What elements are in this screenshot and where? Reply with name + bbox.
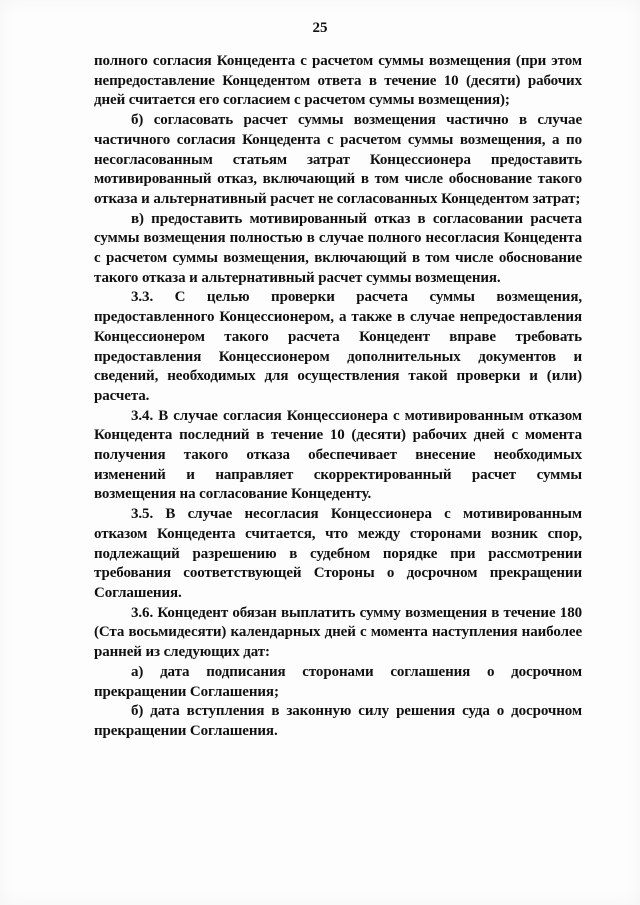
paragraph-3-3: 3.3. С целью проверки расчета суммы возмещения, предоставленного Концессионером, а также в случае непредоставления Концессионером такого расчета Концедент вправе требовать предоставления Концессионером дополнительных документов и сведений, необходимых для осуществления такой проверки и (или) расчета.	[94, 289, 582, 404]
paragraph-3-6-a: а) дата подписания сторонами соглашения о досрочном прекращении Соглашения;	[94, 663, 582, 700]
paragraph-3-6: 3.6. Концедент обязан выплатить сумму возмещения в течение 180 (Ста восьмидесяти) календарных дней с момента наступления наиболее ранней из следующих дат:	[94, 604, 582, 661]
page-number: 25	[312, 20, 328, 36]
paragraph-3-4: 3.4. В случае согласия Концессионера с мотивированным отказом Концедента последний в течение 10 (десяти) рабочих дней с момента получения такого отказа обеспечивает внесение необходимых изменений и направляет скорректированный расчет суммы возмещения на согласование Концеденту.	[94, 407, 582, 503]
paragraph-3-5: 3.5. В случае несогласия Концессионера с мотивированным отказом Концедента считается, что между сторонами возник спор, подлежащий разрешению в судебном порядке при рассмотрении требования соответствующей Стороны о досрочном прекращении Соглашения.	[94, 506, 582, 601]
paragraph-item-v: в) предоставить мотивированный отказ в согласовании расчета суммы возмещения полностью в случае полного несогласия Концедента с расчетом суммы возмещения, включающий в том числе обоснование такого отказа и альтернативный расчет суммы возмещения.	[94, 210, 582, 286]
document-body	[94, 52, 582, 742]
paragraph-continuation: полного согласия Концедента с расчетом суммы возмещения (при этом непредоставление Концедентом ответа в течение 10 (десяти) рабочих дней считается его согласием с расчетом суммы возмещения);	[94, 53, 582, 109]
paragraph-3-6-b: б) дата вступления в законную силу решения суда о досрочном прекращении Соглашения.	[94, 703, 582, 739]
paragraph-item-b: б) согласовать расчет суммы возмещения частично в случае частичного согласия Концедента с расчетом суммы возмещения, а по несогласованным статьям затрат Концессионера предоставить мотивированный отказ, включающий в том числе обоснование такого отказа и альтернативный расчет не согласованных Концедентом затрат;	[94, 112, 582, 207]
